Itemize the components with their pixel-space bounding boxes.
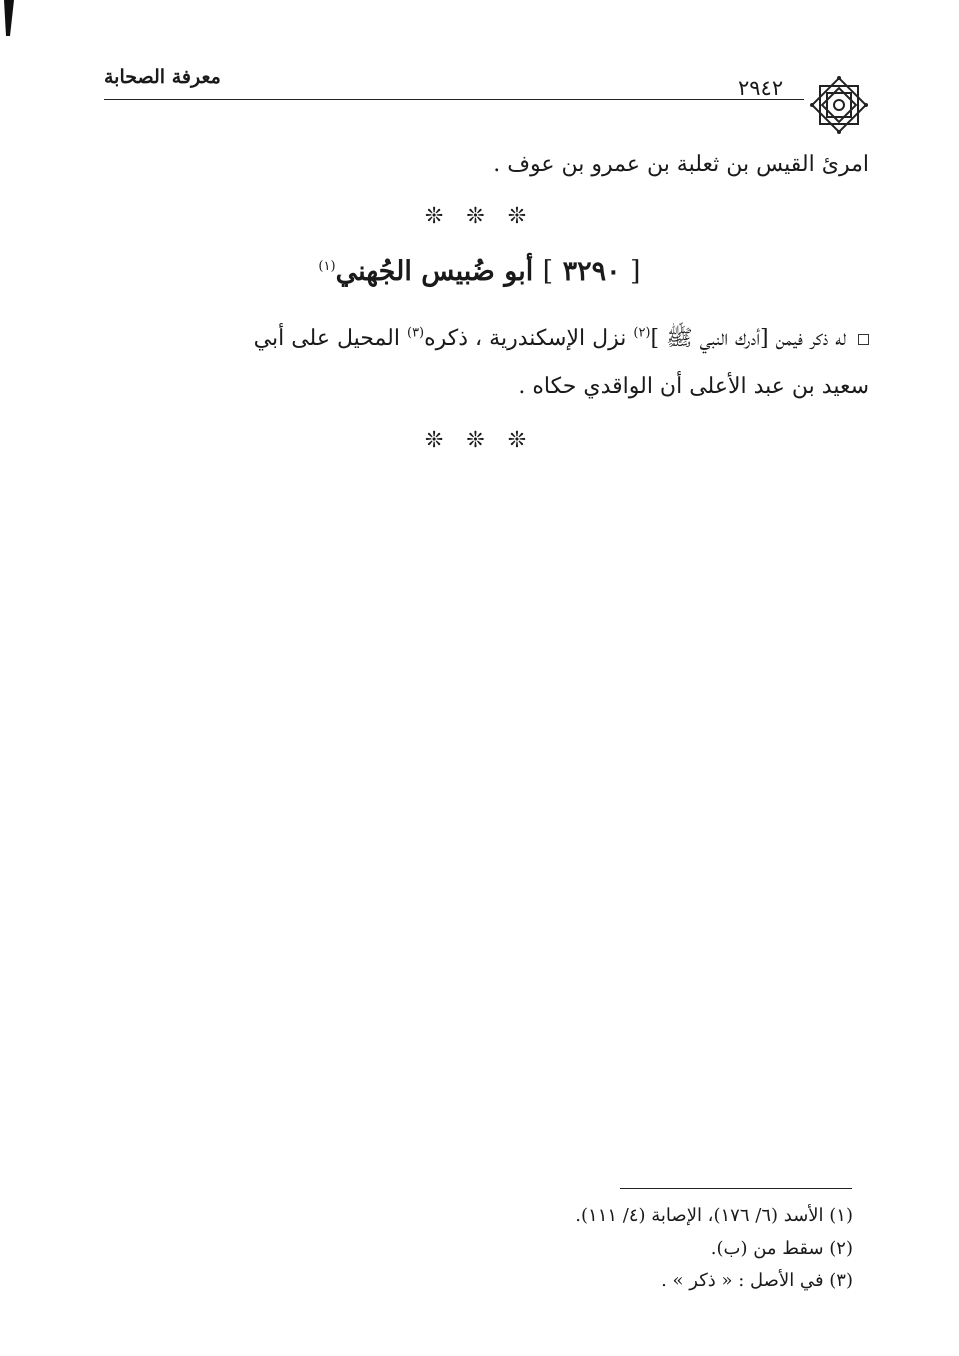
entry-number: ٣٢٩٠ [562, 256, 621, 287]
text-line-3: سعيد بن عبد الأعلى أن الواقدي حكاه . [518, 374, 869, 399]
footnote-2: (٢) سقط من (ب). [710, 1238, 853, 1259]
entry-name: أبو ضُبيس الجُهني [335, 256, 534, 287]
page-number: ٢٩٤٢ [738, 76, 784, 100]
paragraph-marker-icon [858, 334, 869, 345]
footnote-1: (١) الأسد (٦/ ١٧٦)، الإصابة (٤/ ١١١). [575, 1205, 853, 1226]
text-line-2-part-b: نزل الإسكندرية ، ذكره [424, 326, 634, 351]
footnote-rule [620, 1188, 852, 1189]
text-line-1: امرئ القيس بن ثعلبة بن عمرو بن عوف . [493, 152, 869, 177]
entry-heading [0, 256, 959, 287]
footnote-ref-1: (١) [318, 259, 336, 274]
text-line-2-part-c: المحيل على أبي [253, 326, 407, 351]
running-title: معرفة الصحابة [104, 66, 221, 88]
footnote-ref-2: (٢) [633, 325, 651, 341]
section-separator: ❊ ❊ ❊ [424, 204, 535, 229]
entry-open-bracket: [ [630, 256, 641, 287]
corner-mark [2, 0, 16, 36]
page-number-ornament-icon [808, 74, 870, 136]
section-separator-2: ❊ ❊ ❊ [424, 428, 535, 453]
footnote-ref-3: (٣) [406, 325, 425, 341]
text-line-2 [254, 324, 869, 356]
entry-close-bracket: ] [542, 256, 554, 287]
footnote-3: (٣) في الأصل : « ذكر » . [661, 1270, 853, 1291]
header-rule [104, 99, 804, 100]
text-line-2-part-a: له ذكر فيمن [أدرك النبي ﷺ ] [650, 326, 846, 351]
